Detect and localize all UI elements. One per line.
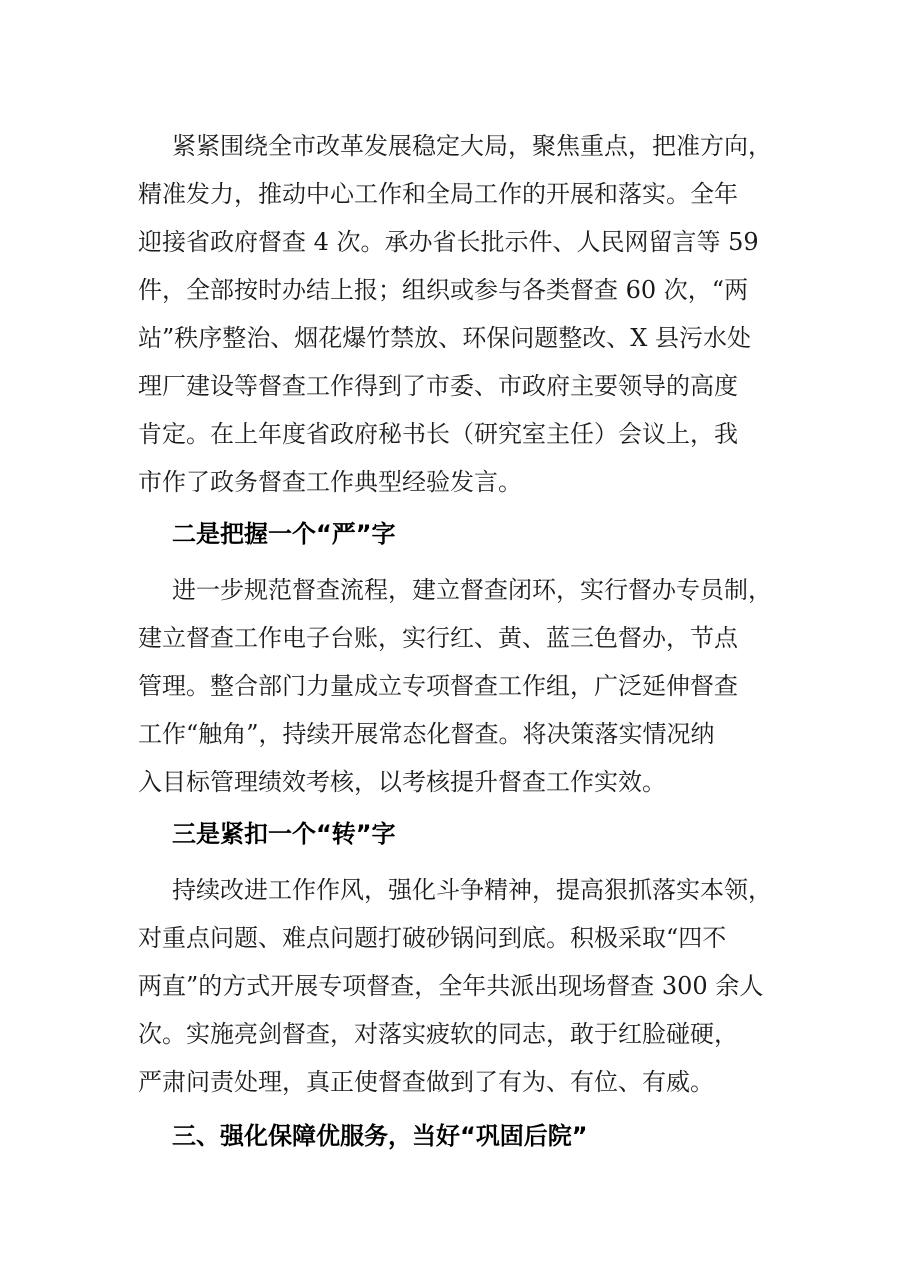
paragraph-1: [138, 122, 788, 506]
paragraph-line: 次。实施亮剑督查，对落实疲软的同志，敢于红脸碰硬，: [138, 1020, 738, 1048]
paragraph-2: [138, 566, 788, 806]
paragraph-line: 理厂建设等督查工作得到了市委、市政府主要领导的高度: [138, 372, 738, 400]
heading-transform: 三是紧扣一个“转”字: [172, 820, 396, 848]
section-heading: 三、强化保障优服务，当好“巩固后院”: [172, 1122, 588, 1150]
document-body: [138, 122, 788, 1170]
paragraph-line: 两直”的方式开展专项督查，全年共派出现场督查 300 余人: [138, 972, 764, 1000]
paragraph-line: 对重点问题、难点问题打破砂锅问到底。积极采取“四不: [138, 924, 727, 952]
paragraph-line: 进一步规范督查流程，建立督查闭环，实行督办专员制，: [172, 576, 772, 604]
paragraph-line: 件，全部按时办结上报；组织或参与各类督查 60 次，“两: [138, 276, 749, 304]
paragraph-line: 严肃问责处理，真正使督查做到了有为、有位、有威。: [138, 1068, 714, 1096]
paragraph-line: 精准发力，推动中心工作和全局工作的开展和落实。全年: [138, 180, 738, 208]
paragraph-line: 入目标管理绩效考核，以考核提升督查工作实效。: [138, 768, 666, 796]
paragraph-line: 工作“触角”，持续开展常态化督查。将决策落实情况纳: [138, 720, 715, 748]
paragraph-line: 管理。整合部门力量成立专项督查工作组，广泛延伸督查: [138, 672, 738, 700]
paragraph-line: 肯定。在上年度省政府秘书长（研究室主任）会议上，我: [138, 420, 738, 448]
paragraph-3: [138, 866, 788, 1106]
paragraph-line: 持续改进工作作风，强化斗争精神，提高狠抓落实本领，: [172, 876, 772, 904]
paragraph-line: 紧紧围绕全市改革发展稳定大局，聚焦重点，把准方向，: [172, 132, 772, 160]
paragraph-line: 市作了政务督查工作典型经验发言。: [138, 468, 522, 496]
paragraph-line: 建立督查工作电子台账，实行红、黄、蓝三色督办，节点: [138, 624, 738, 652]
paragraph-line: 迎接省政府督查 4 次。承办省长批示件、人民网留言等 59: [138, 228, 759, 256]
paragraph-line: 站”秩序整治、烟花爆竹禁放、环保问题整改、X 县污水处: [138, 324, 751, 352]
heading-strict: 二是把握一个“严”字: [172, 520, 396, 548]
